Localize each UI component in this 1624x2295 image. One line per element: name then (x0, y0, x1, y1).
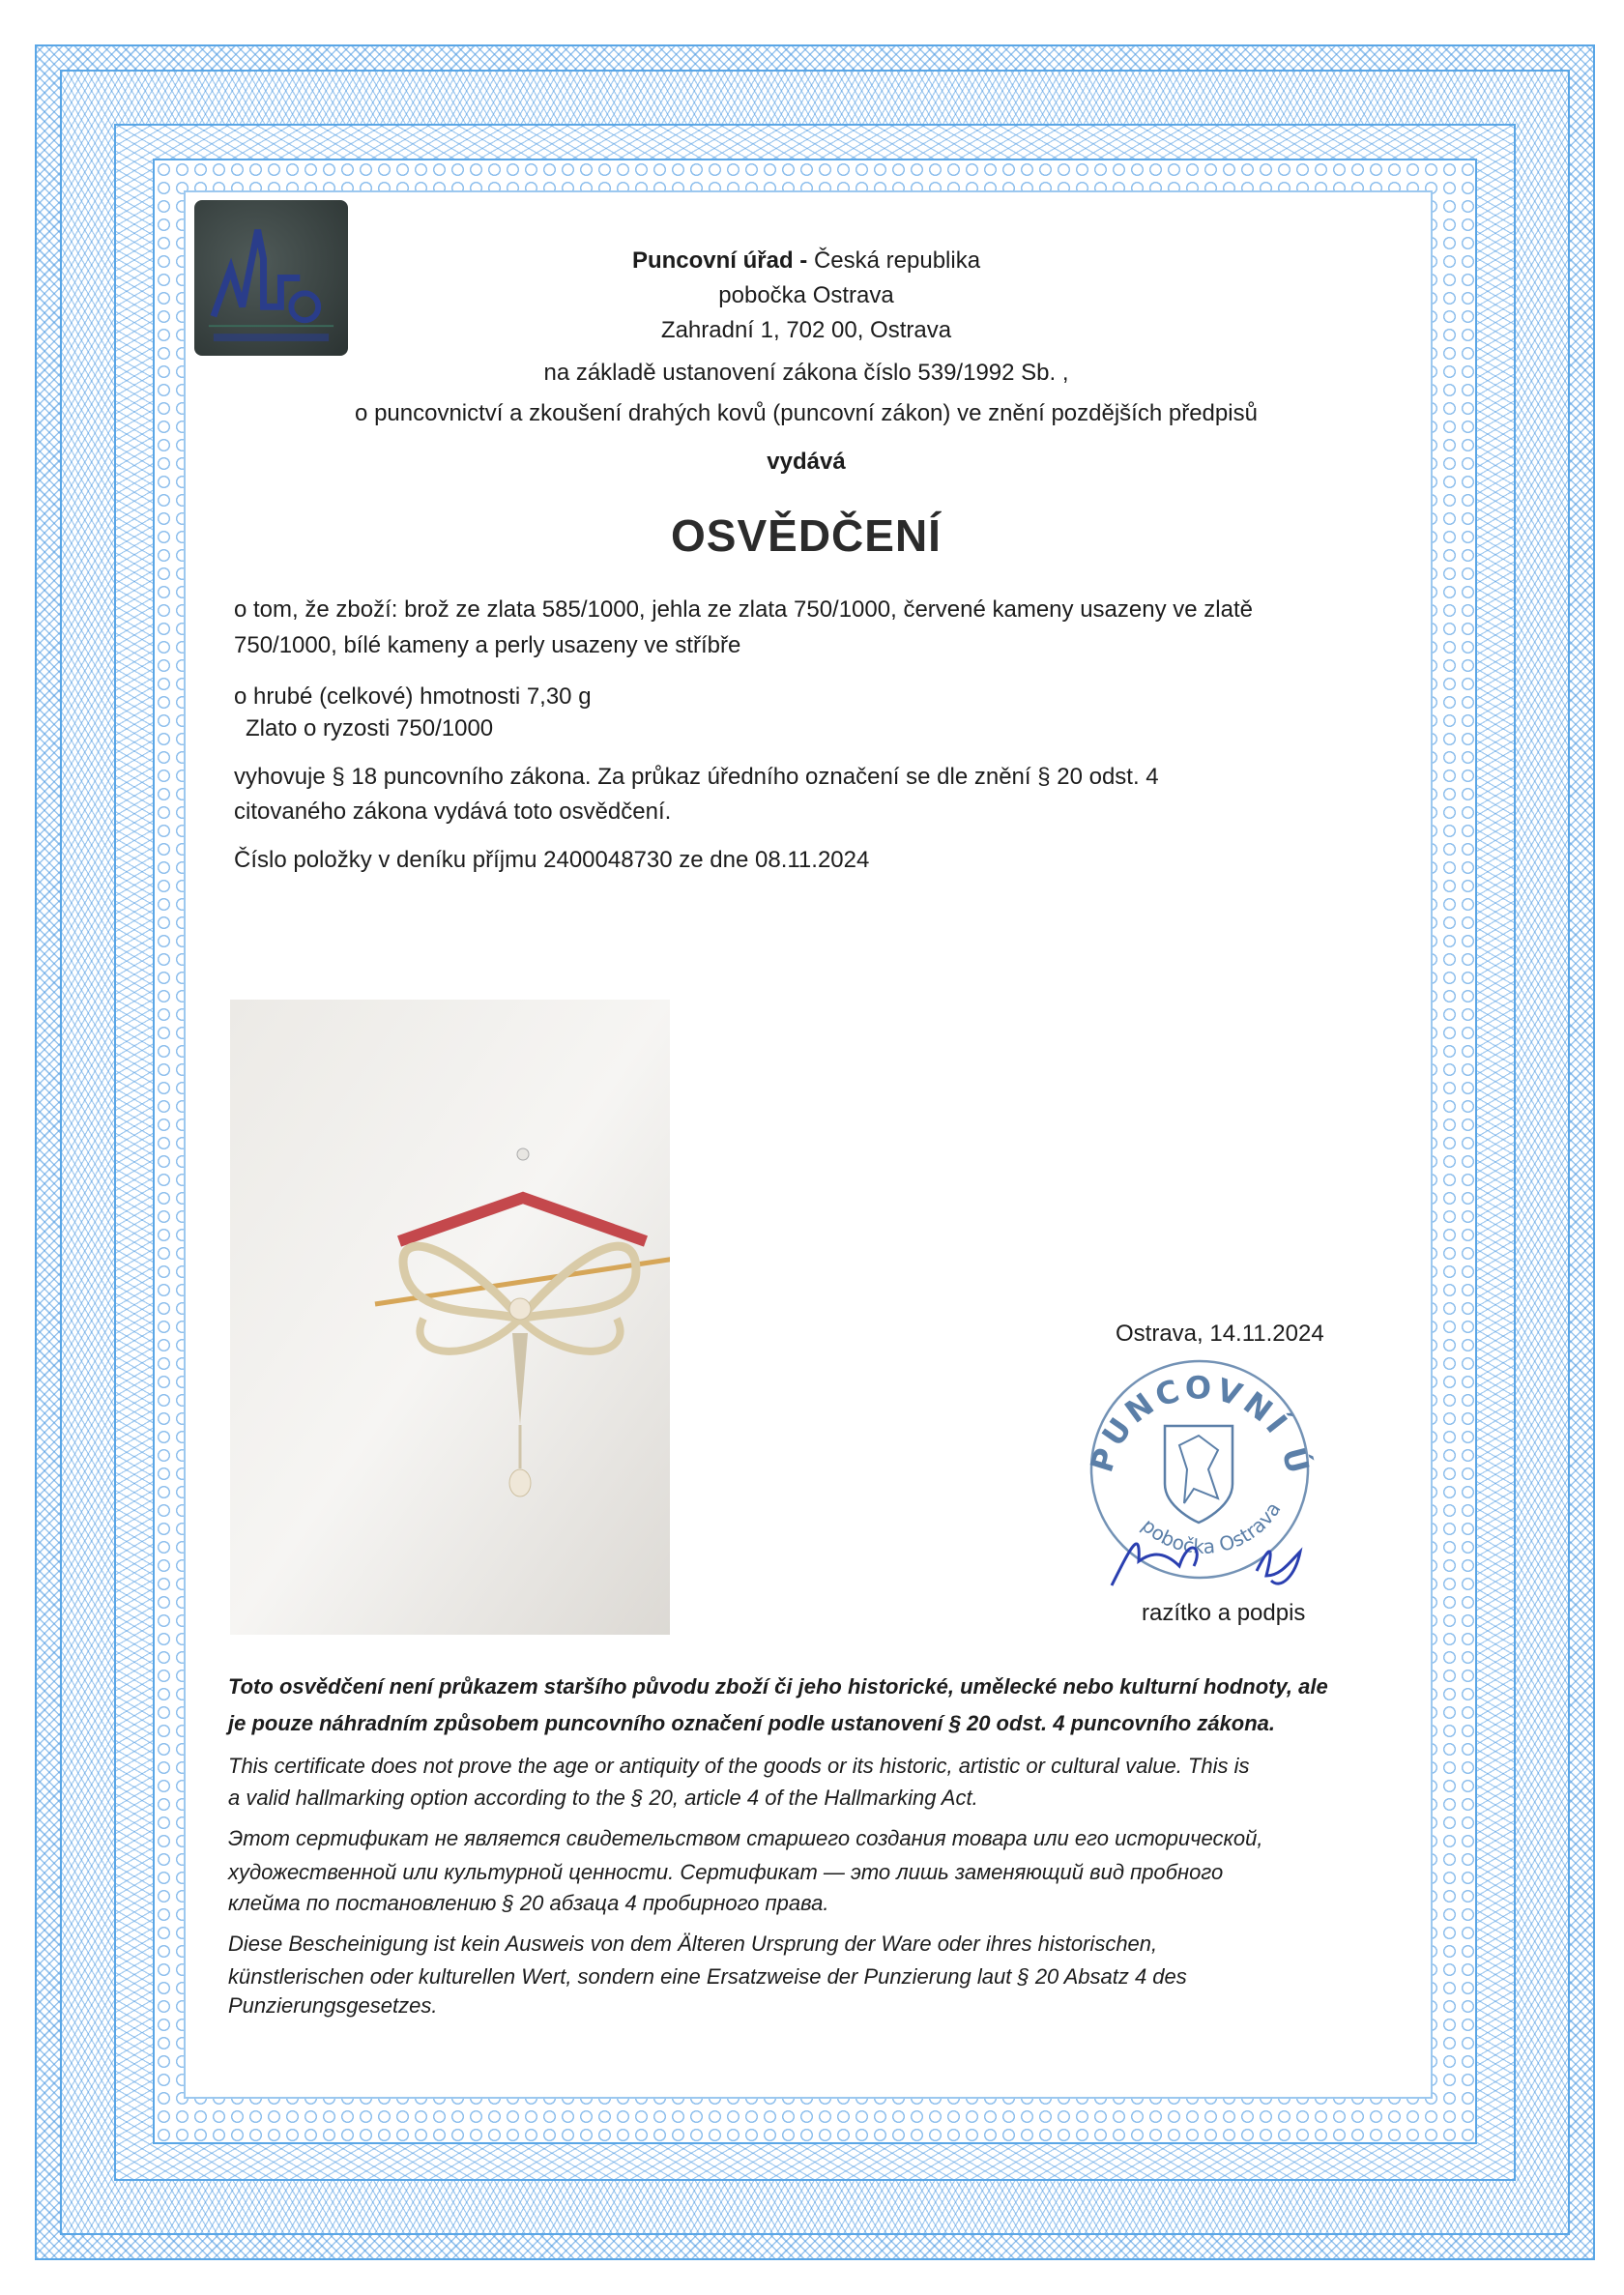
issues-label: vydává (767, 449, 846, 475)
disclaimer-de-3: Punzierungsgesetzes. (228, 1993, 438, 2018)
goods-line-1: o tom, že zboží: brož ze zlata 585/1000, jehla ze zlata 750/1000, červené kameny usazeny ve zlatě (234, 596, 1253, 623)
disclaimer-en-2: a valid hallmarking option according to the § 20, article 4 of the Hallmarking Act. (228, 1786, 978, 1810)
place-and-date: Ostrava, 14.11.2024 (1116, 1321, 1324, 1347)
disclaimer-cz-2: je pouze náhradním způsobem puncovního označení podle ustanovení § 20 odst. 4 puncovního zákona. (228, 1711, 1276, 1735)
law-reference-1: na základě ustanovení zákona číslo 539/1992 Sb. , (543, 360, 1069, 386)
disclaimer-de-1: Diese Bescheinigung ist kein Ausweis von dem Älteren Ursprung der Ware oder ihres historischen, (228, 1932, 1158, 1956)
stamp-top-text: PUNCOVNÍ Ú (1083, 1369, 1318, 1481)
official-stamp (1073, 1344, 1324, 1605)
office-country: Česká republika (807, 247, 981, 274)
office-name (184, 247, 1429, 276)
law-reference-2: o puncovnictví a zkoušení drahých kovů (puncovní zákon) ve znění pozdějších předpisů (355, 400, 1258, 426)
office-branch: pobočka Ostrava (718, 282, 894, 308)
brooch-photo (230, 1000, 670, 1635)
disclaimer-ru-3: клейма по постановлению § 20 абзаца 4 пробирного права. (228, 1891, 829, 1915)
office-address: Zahradní 1, 702 00, Ostrava (660, 317, 952, 343)
coat-of-arms-icon (1165, 1426, 1232, 1523)
goods-line-2: 750/1000, bílé kameny a perly usazeny ve stříbře (234, 632, 741, 658)
disclaimer-cz-1: Toto osvědčení není průkazem staršího původu zboží či jeho historické, umělecké nebo kulturní hodnoty, ale (228, 1674, 1328, 1699)
compliance-line-1: vyhovuje § 18 puncovního zákona. Za průkaz úředního označení se dle znění § 20 odst. 4 (234, 764, 1159, 790)
stamp-signature-label: razítko a podpis (1142, 1600, 1306, 1626)
stamp-bottom-text: pobočka Ostrava (1137, 1497, 1286, 1558)
compliance-line-2: citovaného zákona vydává toto osvědčení. (234, 799, 672, 825)
certificate-title: OSVĚDČENÍ (671, 510, 942, 561)
office-name-bold: Puncovní úřad - (631, 247, 808, 274)
disclaimer-de-2: künstlerischen oder kulturellen Wert, sondern eine Ersatzweise der Punzierung laut § 20 Absatz 4 des (228, 1964, 1187, 1989)
item-number: Číslo položky v deníku příjmu 2400048730 ze dne 08.11.2024 (234, 847, 870, 873)
disclaimer-ru-2: художественной или культурной ценности. Сертификат — это лишь заменяющий вид пробного (228, 1860, 1224, 1884)
gold-fineness: Zlato o ryzosti 750/1000 (246, 715, 494, 741)
disclaimer-en-1: This certificate does not prove the age or antiquity of the goods or its historic, artistic or cultural value. This is (228, 1754, 1250, 1778)
gross-weight: o hrubé (celkové) hmotnosti 7,30 g (234, 683, 592, 710)
disclaimer-ru-1: Этот сертификат не является свидетельством старшего создания товара или его исторической, (228, 1826, 1263, 1850)
